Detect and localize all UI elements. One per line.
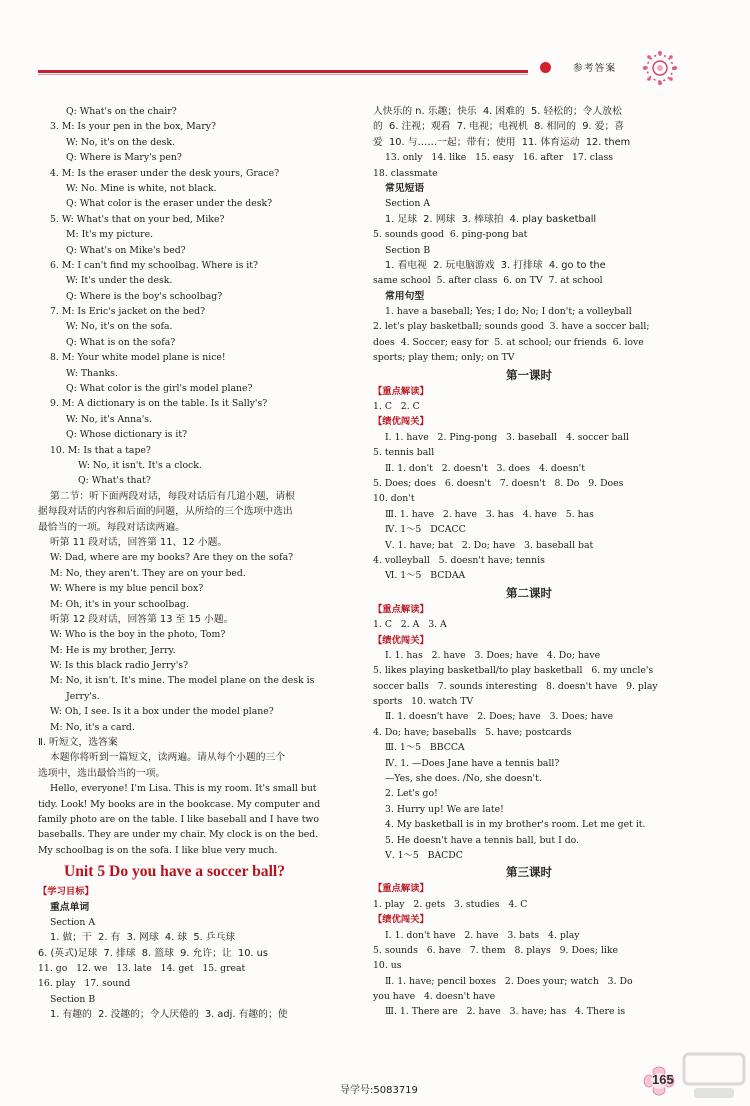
left-text-line: M: No, it isn't. It's mine. The model plane on the desk is: [50, 675, 315, 687]
left-text-line: W: No. Mine is white, not black.: [66, 182, 217, 194]
right-text-line: sports 10. watch TV: [373, 696, 474, 708]
left-text-line: 1. 有趣的 2. 没趣的；令人厌倦的 3. adj. 有趣的；使: [50, 1009, 288, 1021]
right-text-line: 第二课时: [506, 585, 552, 600]
left-text-line: Q: What color is the girl's model plane?: [66, 383, 253, 395]
right-text-line: Ⅵ. 1～5 BCDAA: [385, 570, 466, 582]
left-text-line: Q: What's that?: [78, 475, 151, 487]
right-text-line: 10. don't: [373, 493, 415, 505]
watermark-stamp-icon: [680, 1050, 748, 1102]
right-text-line: Ⅴ. 1～5 BACDC: [385, 849, 463, 861]
right-text-line: sports; play them; only; on TV: [373, 352, 515, 364]
left-text-line: 6. (英式)足球 7. 排球 8. 篮球 9. 允许；让 10. us: [38, 947, 268, 959]
left-text-line: W: No, it's Anna's.: [66, 413, 152, 425]
right-text-line: 1. play 2. gets 3. studies 4. C: [373, 898, 528, 910]
left-text-line: Q: What color is the eraser under the desk?: [66, 198, 273, 210]
left-text-line: Q: Where is Mary's pen?: [66, 152, 182, 164]
right-text-line: 常用句型: [385, 290, 425, 302]
right-text-line: Ⅰ. 1. don't have 2. have 3. bats 4. play: [385, 929, 580, 941]
right-text-line: 13. only 14. like 15. easy 16. after 17. class: [385, 152, 614, 164]
left-text-line: Section B: [50, 993, 96, 1005]
right-text-line: 第一课时: [506, 367, 552, 382]
right-text-line: Ⅲ. 1. There are 2. have 3. have; has 4. There is: [385, 1006, 626, 1018]
right-text-line: Ⅲ. 1～5 BBCCA: [385, 742, 465, 754]
right-text-line: 【绩优闯关】: [373, 416, 429, 428]
right-text-line: Ⅴ. 1. have; bat 2. Do; have 3. baseball bat: [385, 539, 594, 551]
right-text-line: Ⅳ. 1～5 DCACC: [385, 524, 466, 536]
right-text-line: 1. 足球 2. 网球 3. 棒球拍 4. play basketball: [385, 213, 597, 225]
right-column: [373, 104, 685, 1020]
right-text-line: Section A: [385, 198, 431, 210]
right-text-line: Ⅰ. 1. have 2. Ping-pong 3. baseball 4. soccer ball: [385, 431, 629, 443]
right-text-line: 第三课时: [506, 865, 552, 880]
header-dot-icon: [540, 62, 551, 73]
left-text-line: M: Oh, it's in your schoolbag.: [50, 598, 189, 610]
right-text-line: Ⅲ. 1. have 2. have 3. has 4. have 5. has: [385, 508, 594, 520]
left-text-line: My schoolbag is on the sofa. I like blue very much.: [38, 844, 278, 856]
right-text-line: 2. Let's go!: [385, 788, 438, 800]
right-text-line: —Yes, she does. /No, she doesn't.: [385, 773, 542, 785]
right-text-line: 18. classmate: [373, 167, 438, 179]
header-title: 参考答案: [573, 63, 617, 74]
right-text-line: Section B: [385, 244, 431, 256]
left-text-line: 1. 做；干 2. 有 3. 网球 4. 球 5. 乒乓球: [50, 932, 236, 944]
page-footer: [0, 1064, 750, 1106]
left-text-line: baseballs. They are under my chair. My clock is on the bed.: [38, 829, 319, 841]
right-text-line: 5. sounds good 6. ping-pong bat: [373, 229, 528, 241]
left-text-line: Q: Whose dictionary is it?: [66, 429, 188, 441]
right-text-line: Ⅰ. 1. has 2. have 3. Does; have 4. Do; have: [385, 649, 601, 661]
header-rule-thin: [38, 74, 528, 75]
header-rule: [38, 70, 528, 73]
right-text-line: 4. volleyball 5. doesn't have; tennis: [373, 554, 545, 566]
left-text-line: W: Is this black radio Jerry's?: [50, 660, 189, 672]
right-text-line: Ⅱ. 1. don't 2. doesn't 3. does 4. doesn't: [385, 462, 585, 474]
guide-number: 导学号:5083719: [340, 1085, 418, 1096]
right-text-line: 人快乐的 n. 乐趣；快乐 4. 困难的 5. 轻松的；令人放松: [373, 106, 622, 117]
right-text-line: 【重点解读】: [373, 883, 429, 895]
right-text-line: 5. He doesn't have a tennis ball, but I do.: [385, 834, 580, 846]
left-text-line: tidy. Look! My books are in the bookcase. My computer and: [38, 798, 321, 810]
right-text-line: 5. tennis ball: [373, 447, 435, 459]
left-text-line: 据每段对话的内容和后面的问题，从所给的三个选项中选出: [38, 506, 293, 518]
left-text-line: Q: What is on the sofa?: [66, 336, 176, 348]
right-text-line: 1. C 2. A 3. A: [373, 619, 447, 631]
right-text-line: 5. sounds 6. have 7. them 8. plays 9. Does; like: [373, 944, 618, 956]
left-text-line: 第二节：听下面两段对话，每段对话后有几道小题，请根: [50, 490, 295, 502]
left-text-line: W: Who is the boy in the photo, Tom?: [50, 629, 226, 641]
right-text-line: 1. C 2. C: [373, 401, 420, 413]
left-text-line: W: It's under the desk.: [66, 275, 173, 287]
left-text-line: M: No, it's a card.: [50, 721, 135, 733]
left-text-line: M: No, they aren't. They are on your bed.: [50, 567, 246, 579]
right-text-line: Ⅱ. 1. doesn't have 2. Does; have 3. Does; have: [385, 711, 614, 723]
left-text-line: W: No, it's on the sofa.: [66, 321, 173, 333]
left-text-line: W: Thanks.: [66, 367, 118, 379]
left-text-line: 6. M: I can't find my schoolbag. Where is it?: [50, 259, 258, 271]
right-text-line: 【重点解读】: [373, 603, 429, 615]
right-text-line: 4. Do; have; baseballs 5. have; postcards: [373, 726, 572, 738]
left-text-line: W: Where is my blue pencil box?: [50, 583, 204, 595]
left-text-line: 选项中，选出最恰当的一项。: [38, 767, 166, 779]
right-text-line: 1. have a baseball; Yes; I do; No; I don't; a volleyball: [385, 306, 632, 318]
right-text-line: 1. 看电视 2. 玩电脑游戏 3. 打排球 4. go to the: [385, 259, 606, 271]
left-text-line: W: Dad, where are my books? Are they on the sofa?: [50, 552, 294, 564]
right-text-line: 3. Hurry up! We are late!: [385, 803, 504, 815]
right-text-line: 爱 10. 与……一起；带有；使用 11. 体育运动 12. them: [373, 136, 631, 148]
right-text-line: 4. My basketball is in my brother's room. Let me get it.: [385, 819, 646, 831]
left-text-line: Ⅱ. 听短文，选答案: [38, 737, 118, 749]
left-text-line: W: No, it's on the desk.: [66, 136, 176, 148]
left-text-line: 10. M: Is that a tape?: [50, 444, 151, 456]
page-header: [0, 0, 750, 95]
left-text-line: 4. M: Is the eraser under the desk yours, Grace?: [50, 167, 280, 179]
left-text-line: M: He is my brother, Jerry.: [50, 644, 176, 656]
left-text-line: M: It's my picture.: [66, 229, 154, 241]
right-text-line: Ⅳ. 1. —Does Jane have a tennis ball?: [385, 757, 560, 769]
left-text-line: 听第 12 段对话，回答第 13 至 15 小题。: [50, 613, 234, 625]
left-text-line: Q: Where is the boy's schoolbag?: [66, 290, 223, 302]
right-text-line: 5. Does; does 6. doesn't 7. doesn't 8. Do 9. Does: [373, 477, 624, 489]
right-text-line: you have 4. doesn't have: [373, 991, 496, 1003]
right-text-line: 5. likes playing basketball/to play basketball 6. my uncle's: [373, 665, 654, 677]
right-text-line: 常见短语: [385, 182, 425, 194]
left-text-line: W: Oh, I see. Is it a box under the model plane?: [50, 706, 274, 718]
left-text-line: 7. M: Is Eric's jacket on the bed?: [50, 306, 206, 318]
left-column: [38, 104, 356, 1023]
left-text-line: Q: What's on the chair?: [66, 106, 177, 117]
left-text-line: 【学习目标】: [38, 886, 94, 898]
left-text-line: 8. M: Your white model plane is nice!: [50, 352, 226, 364]
right-text-line: does 4. Soccer; easy for 5. at school; our friends 6. love: [373, 336, 644, 348]
left-text-line: Hello, everyone! I'm Lisa. This is my room. It's small but: [50, 783, 317, 795]
left-text-line: 本题你将听到一篇短文，读两遍。请从每个小题的三个: [50, 752, 286, 764]
right-text-line: 2. let's play basketball; sounds good 3. have a soccer ball;: [373, 321, 650, 333]
left-text-line: 重点单词: [50, 901, 90, 913]
right-text-line: Ⅱ. 1. have; pencil boxes 2. Does your; watch 3. Do: [385, 975, 633, 987]
page-number: 165: [652, 1072, 674, 1087]
left-text-line: 11. go 12. we 13. late 14. get 15. great: [38, 963, 246, 975]
left-text-line: 最恰当的一项。每段对话读两遍。: [38, 521, 185, 533]
right-text-line: soccer balls 7. sounds interesting 8. doesn't have 9. play: [373, 680, 658, 692]
right-text-line: 10. us: [373, 960, 402, 972]
left-text-line: 16. play 17. sound: [38, 978, 131, 990]
right-text-line: 【绩优闯关】: [373, 634, 429, 646]
left-text-line: Section A: [50, 916, 96, 928]
right-text-line: same school 5. after class 6. on TV 7. at school: [373, 275, 603, 287]
left-text-line: Q: What's on Mike's bed?: [66, 244, 186, 256]
left-text-line: 5. W: What's that on your bed, Mike?: [50, 213, 225, 225]
left-text-line: Jerry's.: [66, 690, 100, 702]
left-text-line: W: No, it isn't. It's a clock.: [78, 459, 202, 471]
left-text-line: 听第 11 段对话，回答第 11、12 小题。: [50, 536, 228, 548]
left-text-line: Unit 5 Do you have a soccer ball?: [64, 863, 286, 881]
right-text-line: 的 6. 注视；观看 7. 电视；电视机 8. 相同的 9. 爱；喜: [373, 121, 625, 133]
left-text-line: family photo are on the table. I like baseball and I have two: [38, 813, 319, 825]
right-text-line: 【绩优闯关】: [373, 914, 429, 926]
right-text-line: 【重点解读】: [373, 385, 429, 397]
left-text-line: 3. M: Is your pen in the box, Mary?: [50, 121, 217, 133]
left-text-line: 9. M: A dictionary is on the table. Is it Sally's?: [50, 398, 268, 410]
flower-logo-icon: [640, 48, 680, 88]
